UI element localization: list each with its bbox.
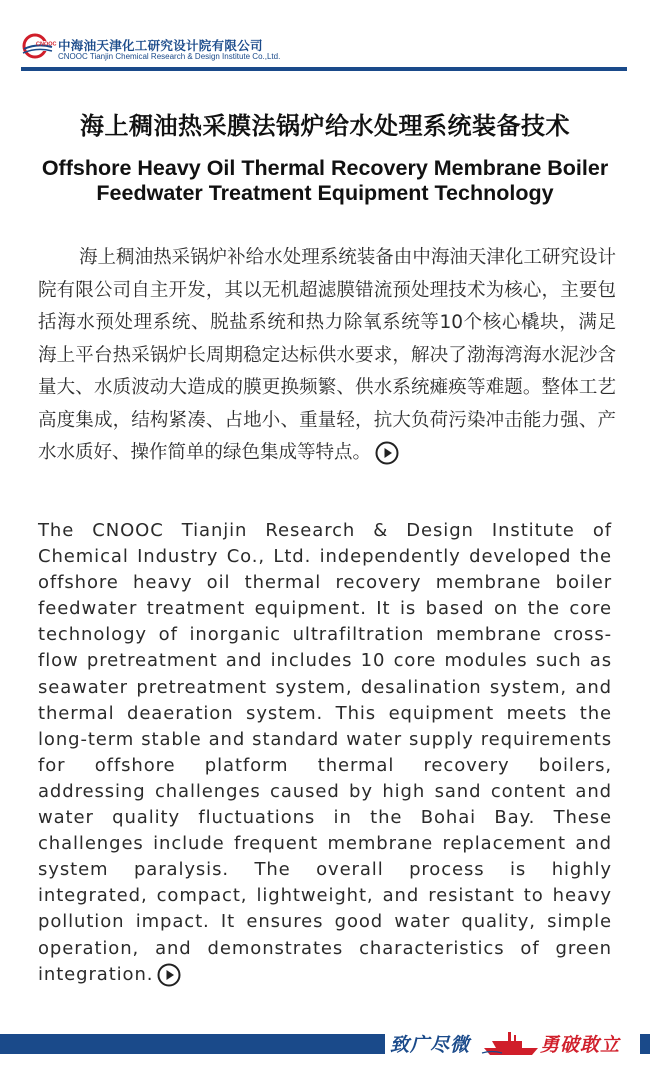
play-circle-icon[interactable] bbox=[375, 441, 399, 465]
cnooc-logo bbox=[21, 32, 57, 60]
page-title-cn: 海上稠油热采膜法锅炉给水处理系统装备技术 bbox=[80, 112, 570, 140]
body-text-cn: 海上稠油热采锅炉补给水处理系统装备由中海油天津化工研究设计院有限公司自主开发，其以无机超滤膜错流预处理技术为核心，主要包括海水预处理系统、脱盐系统和热力除氧系统等10个核心橇块，满足海上平台热采锅炉长周期稳定达标供水要求，解决了渤海湾海水泥沙含量大、水质波动大造成的膜更换频繁、供水系统瘫痪等难题。整体工艺高度集成，结构紧凑、占地小、重量轻，抗大负荷污染冲击能力强、产水水质好、操作简单的绿色集成等特点。 bbox=[38, 247, 616, 463]
play-circle-icon[interactable] bbox=[157, 963, 181, 987]
page-header bbox=[0, 0, 650, 75]
footer-slogan-left: 致广尽微 bbox=[390, 1034, 471, 1056]
org-name-cn: 中海油天津化工研究设计院有限公司 bbox=[58, 38, 263, 53]
header-divider bbox=[21, 67, 627, 71]
body-paragraph-en bbox=[38, 518, 612, 988]
org-name-en: CNOOC Tianjin Chemical Research & Design Institute Co.,Ltd. bbox=[58, 52, 281, 61]
page-footer bbox=[0, 1028, 650, 1058]
body-paragraph-cn bbox=[38, 242, 616, 470]
page-title-en: Offshore Heavy Oil Thermal Recovery Membrane Boiler Feedwater Treatment Equipment Technology bbox=[41, 156, 609, 205]
body-text-en: The CNOOC Tianjin Research & Design Institute of Chemical Industry Co., Ltd. independently developed the offshore heavy oil thermal recovery membrane boiler feedwater treatment equipment. It is based on the core technology of inorganic ultrafiltration membrane cross-flow pretreatment and includes 10 core modules such as seawater pretreatment system, desalination system, and thermal deaeration system. This equipment meets the long-term stable and standard water supply requirements for offshore platform thermal recovery boilers, addressing challenges caused by high sand content and water quality fluctuations in the Bohai Bay. These challenges include frequent membrane replacement and system paralysis. The overall process is highly integrated, compact, lightweight, and resistant to heavy pollution impact. It ensures good water quality, simple operation, and demonstrates characteristics of green integration. bbox=[38, 520, 612, 985]
logo-text: CNOOC bbox=[36, 41, 57, 48]
footer-stripe-right bbox=[640, 1034, 650, 1054]
ship-icon bbox=[482, 1028, 540, 1056]
footer-slogan-right: 勇破敢立 bbox=[540, 1034, 621, 1056]
footer-stripe-left bbox=[0, 1034, 385, 1054]
